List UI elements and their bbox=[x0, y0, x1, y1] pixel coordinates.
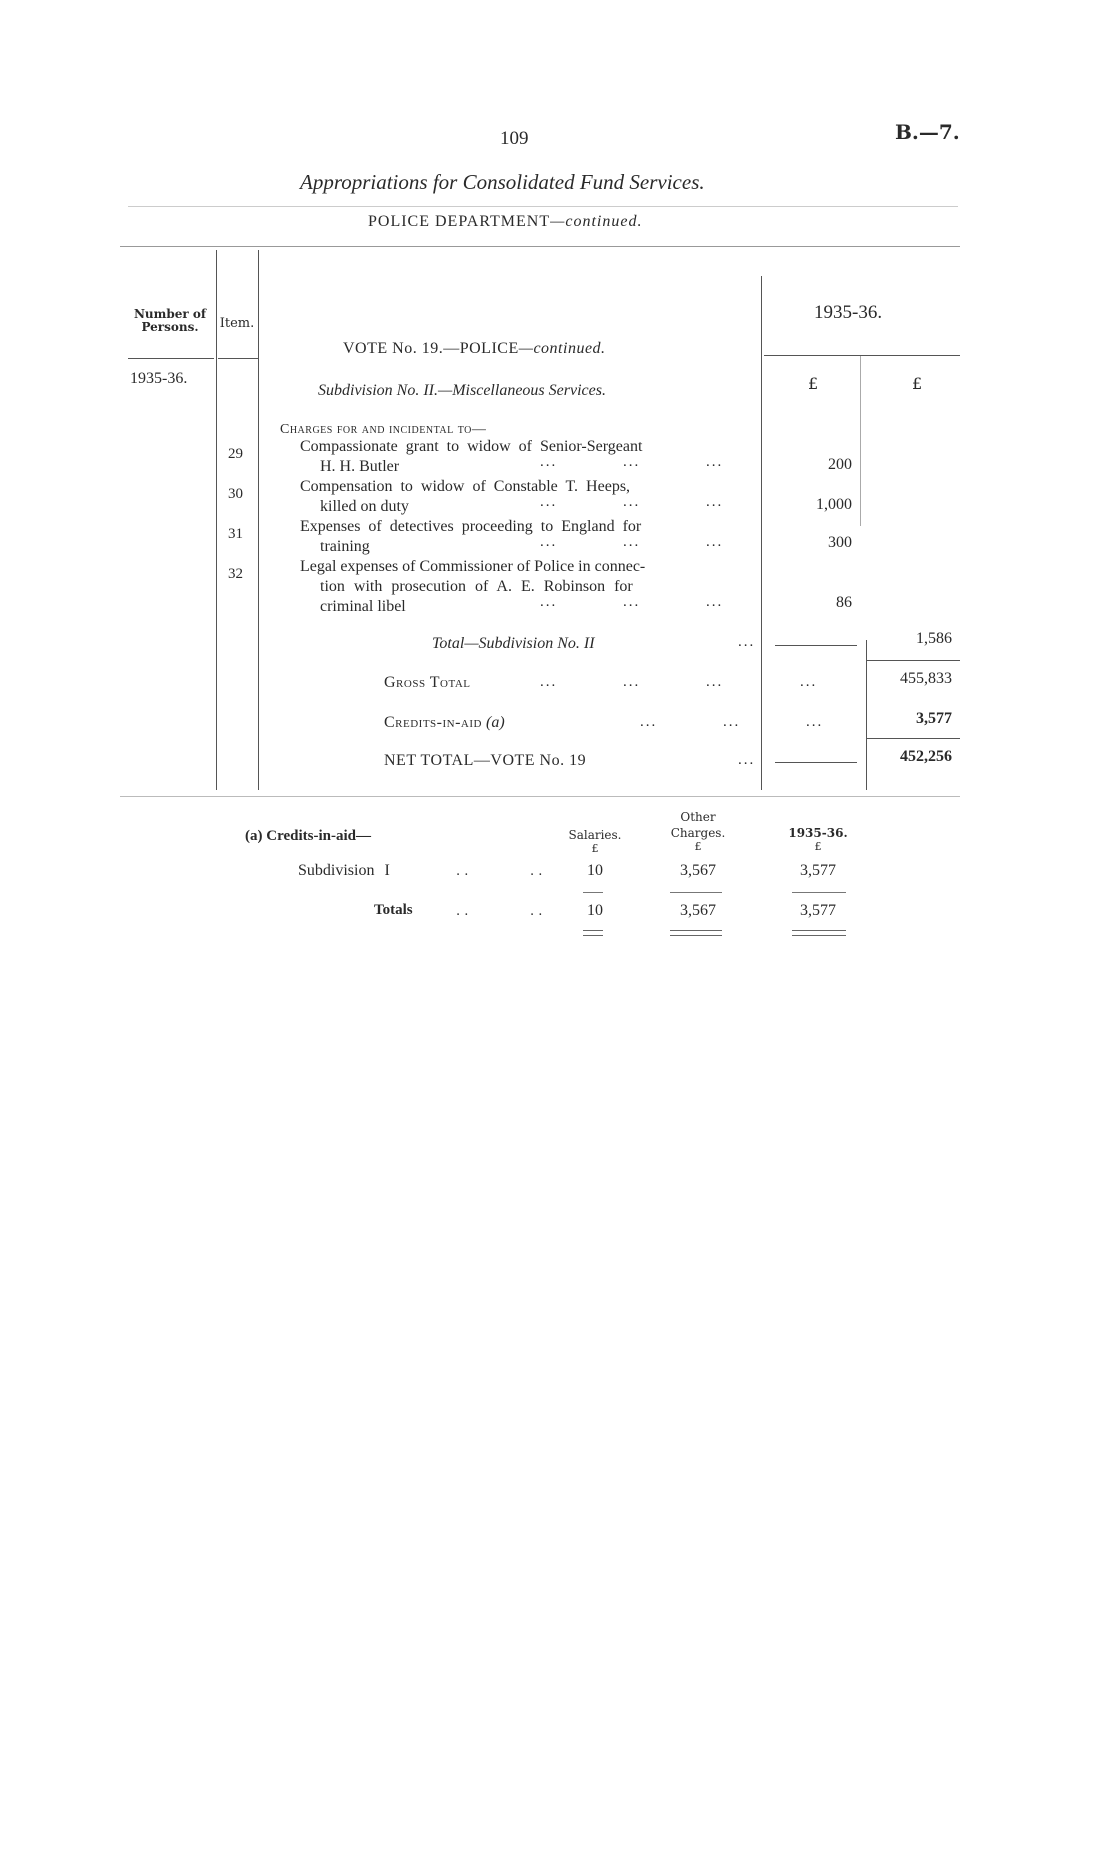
item-number-31: 31 bbox=[228, 526, 243, 542]
total-subdivision-dash bbox=[775, 645, 857, 646]
column-rule-item bbox=[258, 250, 259, 790]
footnote-col-other-1: Other bbox=[680, 810, 716, 824]
footnote-totals-dots-1: . . bbox=[456, 904, 469, 919]
footnote-row-salaries: 10 bbox=[587, 862, 603, 879]
column-rule-total bbox=[866, 640, 867, 790]
header-pound-2: £ bbox=[912, 374, 923, 393]
credits-in-aid-amount-dots: ... bbox=[806, 714, 824, 730]
item-29-line2: H. H. Butler bbox=[320, 458, 400, 475]
column-rule-desc bbox=[761, 276, 762, 790]
total-subdivision-label: Total—Subdivision No. II bbox=[432, 635, 595, 652]
credits-in-aid-label: Credits-in-aid bbox=[384, 714, 482, 731]
header-item-rule bbox=[218, 358, 258, 359]
item-29-line1: Compassionate grant to widow of Senior-Sergeant bbox=[300, 438, 643, 455]
item-number-32: 32 bbox=[228, 566, 243, 582]
footnote-row-label: Subdivision I bbox=[298, 862, 390, 879]
item-30-dots: ... ... ... bbox=[540, 494, 724, 510]
footnote-row-year: 3,577 bbox=[800, 862, 836, 879]
department-heading bbox=[368, 213, 642, 231]
footnote-row-dots-1: . . bbox=[456, 864, 469, 879]
vote-title bbox=[343, 340, 606, 358]
gross-total-label: Gross Total bbox=[384, 674, 471, 691]
footnote-row-dots-2: . . bbox=[530, 864, 543, 879]
gross-total-value: 455,833 bbox=[900, 670, 952, 687]
item-30-line2: killed on duty bbox=[320, 498, 409, 515]
charges-heading: Charges for and incidental to— bbox=[280, 422, 487, 437]
title-rule bbox=[128, 206, 958, 207]
item-31-line1: Expenses of detectives proceeding to England for bbox=[300, 518, 642, 535]
footnote-pound-year: £ bbox=[814, 840, 822, 853]
footnote-totals-other: 3,567 bbox=[680, 902, 716, 919]
footnote-totals-salaries: 10 bbox=[587, 902, 603, 919]
credits-in-aid-value: 3,577 bbox=[916, 710, 952, 727]
header-year: 1935-36. bbox=[814, 302, 883, 323]
footnote-col-year: 1935-36. bbox=[788, 826, 848, 840]
credits-in-aid-row bbox=[384, 714, 505, 732]
footnote-label: (a) Credits-in-aid— bbox=[245, 828, 371, 844]
total-subdivision-rule bbox=[866, 660, 960, 661]
item-31-line2: training bbox=[320, 538, 370, 555]
item-32-line2: tion with prosecution of A. E. Robinson for bbox=[320, 578, 633, 595]
gross-total-dots: ... ... ... bbox=[540, 674, 724, 690]
page-number: 109 bbox=[500, 128, 529, 149]
net-total-value: 452,256 bbox=[900, 748, 952, 765]
item-32-line3: criminal libel bbox=[320, 598, 406, 615]
credits-in-aid-ref: (a) bbox=[486, 714, 505, 731]
item-29-amount: 200 bbox=[828, 456, 852, 473]
footnote-row-other: 3,567 bbox=[680, 862, 716, 879]
footnote-pound-salaries: £ bbox=[591, 842, 599, 855]
item-32-dots: ... ... ... bbox=[540, 594, 724, 610]
header-item: Item. bbox=[219, 316, 255, 331]
column-rule-amount bbox=[860, 356, 861, 526]
total-subdivision-value: 1,586 bbox=[916, 630, 952, 647]
item-32-line1: Legal expenses of Commissioner of Police in connec- bbox=[300, 558, 646, 575]
table-top-rule bbox=[120, 246, 960, 247]
footnote-rule-year bbox=[792, 892, 846, 893]
item-number-29: 29 bbox=[228, 446, 243, 462]
net-total-label: NET TOTAL—VOTE No. 19 bbox=[384, 752, 587, 769]
header-pound-1: £ bbox=[808, 374, 819, 393]
footnote-double-rule-salaries bbox=[583, 930, 603, 936]
footnote-pound-other: £ bbox=[694, 840, 702, 853]
footnote-totals-year: 3,577 bbox=[800, 902, 836, 919]
column-rule-persons bbox=[216, 250, 217, 790]
vote-title-suffix: —continued. bbox=[518, 340, 606, 357]
item-31-dots: ... ... ... bbox=[540, 534, 724, 550]
vote-title-text: VOTE No. 19.—POLICE bbox=[343, 340, 519, 357]
footnote-col-other-2: Charges. bbox=[670, 826, 726, 840]
item-29-dots: ... ... ... bbox=[540, 454, 724, 470]
header-year-rule bbox=[764, 355, 960, 356]
item-32-amount: 86 bbox=[836, 594, 852, 611]
item-30-line1: Compensation to widow of Constable T. Heeps, bbox=[300, 478, 631, 495]
header-persons-rule bbox=[128, 358, 214, 359]
persons-year: 1935-36. bbox=[130, 370, 188, 387]
footnote-double-rule-year bbox=[792, 930, 846, 936]
footnote-col-salaries: Salaries. bbox=[568, 828, 622, 842]
document-code: B.—7. bbox=[895, 120, 960, 144]
net-total-dash bbox=[775, 762, 857, 763]
department-name: POLICE DEPARTMENT bbox=[368, 213, 551, 230]
footnote-double-rule-other bbox=[670, 930, 722, 936]
total-subdivision-dots: ... bbox=[738, 634, 756, 650]
item-30-amount: 1,000 bbox=[816, 496, 852, 513]
table-bottom-rule bbox=[120, 796, 960, 797]
item-number-30: 30 bbox=[228, 486, 243, 502]
footnote-rule-salaries bbox=[583, 892, 603, 893]
footnote-rule-other bbox=[670, 892, 722, 893]
item-31-amount: 300 bbox=[828, 534, 852, 551]
header-persons: Number of Persons. bbox=[133, 307, 207, 334]
footnote-totals-label: Totals bbox=[374, 902, 413, 918]
credits-in-aid-rule bbox=[866, 738, 960, 739]
net-total-dots: ... bbox=[738, 752, 756, 768]
gross-total-amount-dots: ... bbox=[800, 674, 818, 690]
subdivision-heading: Subdivision No. II.—Miscellaneous Services. bbox=[318, 382, 606, 399]
credits-in-aid-dots: ... ... bbox=[640, 714, 741, 730]
footnote-totals-dots-2: . . bbox=[530, 904, 543, 919]
page-title: Appropriations for Consolidated Fund Services. bbox=[300, 170, 705, 194]
department-suffix: —continued. bbox=[550, 213, 643, 230]
